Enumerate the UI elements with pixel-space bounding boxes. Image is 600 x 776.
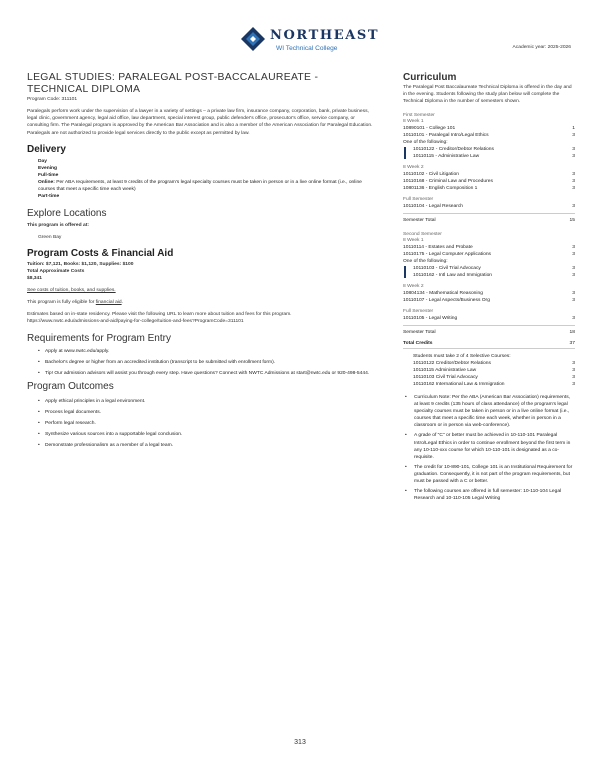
costs-total-value: $8,341 (27, 275, 42, 281)
choice-bar (404, 266, 406, 278)
left-column (27, 72, 374, 453)
s1-week1-courses (403, 125, 575, 139)
list-item: • The following courses are offered in full semester: 10-110-104 Legal Research and 10-110-105 Legal Writing (405, 488, 575, 502)
total-credits-label: Total Credits (403, 341, 433, 346)
curriculum-intro: The Paralegal Post Baccalaureate Technical Diploma is offered in the day and in the evening. Students following the study plan below will complete the Technical Diploma in the number of semesters shown. (403, 85, 572, 104)
one-of-text: One of the following: (403, 140, 448, 145)
s2-week1-label: 8 Week 1 (403, 238, 424, 243)
list-item: • Bachelor's degree or higher from an accredited institution (transcript to be submitted with enrollment form). (38, 359, 374, 366)
curriculum-notes (403, 394, 575, 502)
s1-full-label: Full Semester (403, 197, 434, 202)
total-credits-value: 37 (569, 341, 575, 346)
course-row (413, 272, 575, 279)
list-item: • Perform legal research. (38, 420, 374, 427)
list-item: • Synthesize various sources into a supportable legal conclusion. (38, 431, 374, 438)
financial-aid-note (27, 299, 374, 306)
course-credits: 3 (572, 154, 575, 159)
delivery-day: Day (38, 158, 47, 164)
course-credits: 3 (572, 298, 575, 303)
delivery-evening: Evening (38, 165, 58, 171)
delivery-online (38, 179, 374, 193)
selective-courses (403, 353, 575, 388)
semester-total-label: Semester Total (403, 330, 436, 335)
location-green-bay: Green Bay (38, 234, 62, 240)
course-row (403, 171, 575, 178)
course-credits: 3 (572, 133, 575, 138)
second-semester-label: Second Semester (403, 232, 442, 237)
logo-subtitle: WI Technical College (276, 45, 338, 52)
course-row (403, 132, 575, 139)
list-item: • A grade of "C" or better must be achieved in 10-110-101 Paralegal Intro/Legal Ethics in order to continue enrollment beyond the first term in any 10-110-xxx course for which 10-110-101 is designated as a co-requisite. (405, 432, 575, 460)
s2-semester-total (403, 325, 575, 335)
list-item: • The credit for 10-890-101, College 101 is an Institutional Requirement for graduation. Consequently, it is not part of the program requirements, but must be passed with a C or better. (405, 464, 575, 485)
delivery-online-text: Per ABA requirements, at least 9 credits of the program's legal specialty courses must be taken in person or in a live online format (i.e., online courses that meet a specific time each week) (38, 179, 362, 192)
semester-total-label: Semester Total (403, 218, 436, 223)
selective-label-text: Students must take 2 of 4 Selective Courses: (413, 354, 511, 359)
course-row (403, 185, 575, 192)
list-item: • Process legal documents. (38, 409, 374, 416)
course-name: 10110105 - Legal Writing (403, 316, 458, 321)
course-credits: 3 (572, 204, 575, 209)
course-credits: 3 (572, 375, 575, 380)
logo-emblem-icon (240, 26, 266, 52)
outcomes-heading: Program Outcomes (27, 380, 114, 392)
list-item: • Tip! Our admission advisors will assist you through every step. Have questions? Connect with NWTC Admissions at start@nwtc.edu or 920-498-5444. (38, 370, 374, 377)
course-row (403, 315, 575, 322)
choice-bar (404, 147, 406, 159)
delivery-list (27, 158, 374, 200)
course-name: 10110162 - Intl Law and Immigration (413, 273, 493, 278)
course-row (403, 297, 575, 304)
estimates-note: Estimates based on in-state residency. Please visit the following URL to learn more about tuition and fees for this program. (27, 311, 292, 317)
course-credits: 3 (572, 273, 575, 278)
course-row (403, 290, 575, 297)
course-name: 10801136 - English Composition 1 (403, 186, 478, 191)
selective-label (413, 353, 575, 360)
costs-total-label: Total Approximate Costs (27, 268, 85, 274)
course-row (413, 265, 575, 272)
outcomes-list (27, 398, 374, 449)
course-row (413, 367, 575, 374)
financial-aid-pre: This program is fully eligible for (27, 299, 96, 305)
first-semester-label: First Semester (403, 113, 435, 118)
academic-year: Academic year: 2025-2026 (512, 45, 571, 50)
delivery-parttime: Part-time (38, 193, 60, 199)
course-name: 10110175 - Legal Computer Applications (403, 252, 491, 257)
course-row (403, 203, 575, 210)
one-of-text: One of the following: (403, 259, 448, 264)
course-credits: 3 (572, 266, 575, 271)
financial-aid-post: . (121, 299, 123, 305)
program-code: Program Code: 311101 (27, 97, 78, 102)
course-name: 10110103 Civil Trial Advocacy (413, 375, 478, 380)
s2-choice-group (403, 265, 575, 279)
entry-heading: Requirements for Program Entry (27, 332, 171, 344)
list-item: • Apply at www.nwtc.edu/apply. (38, 348, 374, 355)
s1-week1-label: 8 Week 1 (403, 119, 424, 124)
course-name: 10110114 - Estates and Probate (403, 245, 473, 250)
course-row (413, 153, 575, 160)
course-credits: 3 (572, 147, 575, 152)
course-name: 10804134 - Mathematical Reasoning (403, 291, 483, 296)
course-name: 10890101 - College 101 (403, 126, 456, 131)
course-credits: 3 (572, 252, 575, 257)
course-credits: 3 (572, 382, 575, 387)
course-credits: 3 (572, 316, 575, 321)
s1-semester-total (403, 213, 575, 223)
one-of-label (403, 258, 575, 265)
course-name: 10110103 - Civil Trial Advocacy (413, 266, 481, 271)
course-name: 10110115 Administrative Law (413, 368, 477, 373)
s2-full-label: Full Semester (403, 309, 434, 314)
course-name: 10110162 International Law & Immigration (413, 382, 505, 387)
s1-week2-label: 8 Week 2 (403, 165, 424, 170)
page-number: 313 (294, 739, 306, 746)
course-credits: 1 (572, 126, 575, 131)
course-name: 10110168 - Criminal Law and Procedures (403, 179, 493, 184)
course-credits: 3 (572, 186, 575, 191)
costs-heading: Program Costs & Financial Aid (27, 247, 174, 259)
delivery-online-label: Online: (38, 179, 55, 185)
total-credits-row (403, 341, 575, 349)
course-name: 10110102 - Civil Litigation (403, 172, 459, 177)
course-row (413, 360, 575, 367)
course-row (413, 381, 575, 388)
list-item: • Apply ethical principles in a legal environment. (38, 398, 374, 405)
course-name: 10110122 Creditor/Debtor Relations (413, 361, 491, 366)
course-credits: 3 (572, 172, 575, 177)
delivery-fulltime: Full-time (38, 172, 59, 178)
list-item: • Demonstrate professionalism as a member of a legal team. (38, 442, 374, 449)
list-item: • Curriculum Note: Per the ABA (American Bar Association) requirements, at least 9 credits (135 hours of class attendance) of the program's legal specialty courses must be taken in person or in a live online format (i.e., courses that meet a specific time each week, whether in person in a classroom or in person via web-conference). (405, 394, 575, 429)
course-name: 10110101 - Paralegal Intro/Legal Ethics (403, 133, 489, 138)
locations-heading: Explore Locations (27, 207, 107, 219)
program-intro: Paralegals perform work under the supervision of a lawyer in a variety of settings – a private law firm, insurance company, corporation, bank, private business, legal clinic, government agency, legal aid office, law department, special interest group, public defender's office, prosecutor's office, service company, or consulting firm. The Paralegal program is approved by the American Bar Association and is also a member of the American Association for Paralegal Education. Paralegals are not authorized to provide legal services directly to the public except as permitted by law. (27, 109, 373, 136)
course-name: 10110115 - Administrative Law (413, 154, 480, 159)
course-row (413, 146, 575, 153)
financial-aid-link[interactable]: financial aid (95, 299, 122, 305)
course-row (403, 125, 575, 132)
tuition-url[interactable]: https://www.nwtc.edu/admissions-and-aid/paying-for-college/tuition-and-fees?ProgramCode=311101 (27, 318, 244, 324)
logo-name: NORTHEAST (270, 28, 380, 43)
curriculum-column (403, 72, 575, 505)
one-of-label (403, 139, 575, 146)
course-row (413, 374, 575, 381)
semester-total-value: 18 (569, 330, 575, 335)
course-row (403, 244, 575, 251)
course-name: 10110122 - Creditor/Debtor Relations (413, 147, 494, 152)
course-row (403, 178, 575, 185)
curriculum-heading: Curriculum (403, 72, 457, 83)
locations-offered: This program is offered at: (27, 222, 89, 228)
entry-list (27, 348, 374, 377)
course-credits: 3 (572, 179, 575, 184)
delivery-heading: Delivery (27, 143, 66, 155)
program-title: LEGAL STUDIES: PARALEGAL POST-BACCALAUREATE - TECHNICAL DIPLOMA (27, 72, 319, 95)
course-credits: 3 (572, 245, 575, 250)
s2-week2-label: 8 Week 2 (403, 284, 424, 289)
costs-link[interactable]: See costs of tuition, books, and supplies. (27, 287, 116, 293)
course-name: 10110107 - Legal Aspects/Business Org (403, 298, 490, 303)
semester-total-value: 15 (569, 218, 575, 223)
course-name: 10110104 - Legal Research (403, 204, 463, 209)
course-credits: 3 (572, 368, 575, 373)
college-logo (240, 26, 380, 58)
s1-choice-group (403, 146, 575, 160)
costs-breakdown: Tuition: $7,121, Books: $1,120, Supplies: $100 (27, 261, 134, 267)
page-header (0, 22, 600, 62)
course-credits: 3 (572, 361, 575, 366)
course-row (403, 251, 575, 258)
course-credits: 3 (572, 291, 575, 296)
